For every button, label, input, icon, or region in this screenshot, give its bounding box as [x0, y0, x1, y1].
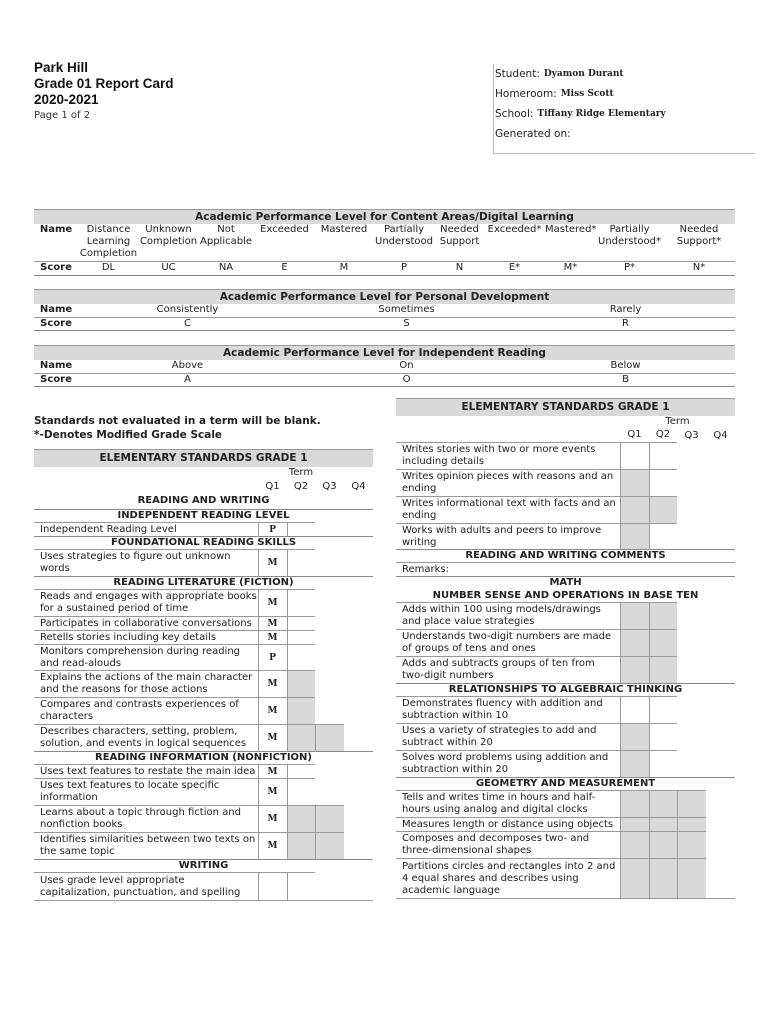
subsection-heading: WRITING — [34, 860, 373, 873]
quarter-header: Q3 — [322, 480, 337, 492]
name-label: Name — [39, 360, 73, 371]
score-cell: M — [258, 698, 287, 725]
student-label: Student: — [495, 68, 540, 80]
standard-description: Uses text features to locate specific information — [34, 779, 258, 806]
quarter-header: Q3 — [684, 429, 699, 441]
remarks-label: Remarks: — [396, 563, 735, 577]
score-label: Score — [34, 373, 78, 386]
quarter-header: Q2 — [655, 429, 671, 441]
subsection-heading: GEOMETRY AND MEASUREMENT — [396, 778, 735, 791]
score-cell: M — [258, 765, 287, 779]
level-score: N* — [663, 261, 735, 275]
standard-description: Independent Reading Level — [34, 523, 258, 537]
standard-description: Compares and contrasts experiences of characters — [34, 698, 258, 725]
standard-description: Uses strategies to figure out unknown words — [34, 550, 258, 577]
standard-description: Uses a variety of strategies to add and subtract within 20 — [396, 724, 620, 751]
standard-description: Adds within 100 using models/drawings and place value strategies — [396, 603, 620, 630]
level-score: S — [297, 317, 516, 330]
report-header — [34, 60, 174, 121]
page-number: Page 1 of 2 — [34, 110, 91, 121]
standard-description: Explains the actions of the main character and the reasons for those actions — [34, 671, 258, 698]
generated-row — [494, 124, 755, 144]
score-cell: P — [258, 523, 287, 537]
level-name: Sometimes — [378, 304, 435, 315]
standard-description: Measures length or distance using objects — [396, 818, 620, 832]
student-row — [494, 64, 755, 84]
homeroom-row — [494, 84, 755, 104]
district-name: Park Hill — [34, 60, 89, 75]
standard-description: Uses grade level appropriate capitalization, punctuation, and spelling — [34, 873, 258, 901]
level-name: Unknown Completion — [139, 224, 198, 247]
quarter-header: Q4 — [351, 480, 366, 492]
score-cell: M — [258, 617, 287, 631]
student-name: Dyamon Durant — [543, 69, 624, 79]
standard-description: Reads and engages with appropriate books for a sustained period of time — [34, 590, 258, 617]
level-score: DL — [78, 261, 139, 275]
homeroom-label: Homeroom: — [495, 88, 557, 100]
level-score: E — [254, 261, 315, 275]
term-label: Term — [665, 416, 690, 427]
standards-table-right — [396, 398, 735, 899]
standard-description: Solves word problems using addition and subtraction within 20 — [396, 751, 620, 778]
level-score: C — [78, 317, 297, 330]
score-cell: M — [258, 779, 287, 806]
report-title: Grade 01 Report Card — [34, 76, 174, 91]
quarter-header: Q4 — [713, 429, 728, 441]
level-name: Rarely — [609, 304, 642, 315]
score-cell: M — [258, 725, 287, 752]
subsection-heading: READING INFORMATION (NONFICTION) — [34, 752, 373, 765]
subsection-heading: FOUNDATIONAL READING SKILLS — [34, 537, 373, 550]
school-label: School: — [495, 108, 534, 120]
level-score: M — [315, 261, 373, 275]
standards-title: ELEMENTARY STANDARDS GRADE 1 — [34, 450, 373, 467]
legend-title: Academic Performance Level for Independent Reading — [34, 345, 735, 360]
subsection-heading: READING AND WRITING COMMENTS — [396, 550, 735, 563]
standard-description: Describes characters, setting, problem, solution, and events in logical sequences — [34, 725, 258, 752]
standard-description: Writes informational text with facts and an ending — [396, 497, 620, 524]
homeroom-name: Miss Scott — [560, 89, 614, 99]
standard-description: Learns about a topic through fiction and nonfiction books — [34, 806, 258, 833]
generated-label: Generated on: — [495, 128, 571, 140]
standards-title: ELEMENTARY STANDARDS GRADE 1 — [396, 399, 735, 416]
standard-description: Writes opinion pieces with reasons and an ending — [396, 470, 620, 497]
subsection-heading: READING LITERATURE (FICTION) — [34, 577, 373, 590]
level-name: Exceeded* — [487, 224, 542, 235]
standard-description: Tells and writes time in hours and half-hours using analog and digital clocks — [396, 791, 620, 818]
level-score: P — [373, 261, 435, 275]
level-score: A — [78, 373, 297, 386]
note-modified-scale: *-Denotes Modified Grade Scale — [34, 429, 223, 441]
standard-description: Writes stories with two or more events including details — [396, 443, 620, 470]
score-cell: M — [258, 833, 287, 860]
subsection-heading: INDEPENDENT READING LEVEL — [34, 510, 373, 523]
legend-title: Academic Performance Level for Content Areas/Digital Learning — [34, 209, 735, 224]
level-score: P* — [596, 261, 663, 275]
score-cell: M — [258, 671, 287, 698]
score-cell: M — [258, 631, 287, 645]
personal-development-legend — [34, 289, 735, 331]
level-score: B — [516, 373, 735, 386]
standard-description: Identifies similarities between two texts on the same topic — [34, 833, 258, 860]
section-heading: READING AND WRITING — [137, 495, 270, 507]
level-score: O — [297, 373, 516, 386]
standard-description: Works with adults and peers to improve writing — [396, 524, 620, 550]
standard-description: Uses text features to restate the main idea — [34, 765, 258, 779]
standard-description: Monitors comprehension during reading and read-alouds — [34, 645, 258, 671]
quarter-header: Q1 — [265, 480, 280, 492]
standard-description: Composes and decomposes two- and three-dimensional shapes — [396, 832, 620, 859]
standard-description: Participates in collaborative conversations — [34, 617, 258, 631]
score-cell: M — [258, 590, 287, 617]
student-info-box — [493, 64, 755, 154]
independent-reading-legend — [34, 345, 735, 387]
legend-title: Academic Performance Level for Personal Development — [34, 289, 735, 304]
level-name: Distance Learning Completion — [79, 224, 138, 259]
level-score: E* — [484, 261, 545, 275]
score-cell: M — [258, 806, 287, 833]
section-heading: MATH — [396, 577, 735, 590]
standards-table-left — [34, 449, 373, 901]
school-row — [494, 104, 755, 124]
level-score: NA — [198, 261, 254, 275]
score-cell: M — [258, 550, 287, 577]
level-name: Consistently — [156, 304, 219, 315]
content-areas-legend — [34, 209, 735, 276]
level-name: Exceeded — [260, 224, 309, 235]
level-score: N — [435, 261, 484, 275]
term-label: Term — [288, 467, 314, 478]
standard-description: Demonstrates fluency with addition and subtraction within 10 — [396, 697, 620, 724]
level-score: M* — [545, 261, 596, 275]
standard-description: Partitions circles and rectangles into 2 and 4 equal shares and describes using academic language — [396, 859, 620, 899]
level-name: Mastered — [320, 224, 368, 235]
standard-description: Adds and subtracts groups of ten from two-digit numbers — [396, 657, 620, 684]
name-label: Name — [39, 224, 73, 235]
grading-notes — [34, 414, 321, 442]
level-name: Not Applicable — [200, 224, 252, 247]
level-name: Needed Support — [439, 224, 480, 247]
school-year: 2020-2021 — [34, 92, 99, 107]
level-name: Below — [610, 360, 641, 371]
level-name: Mastered* — [545, 224, 597, 235]
score-cell: P — [258, 645, 287, 671]
level-score: UC — [139, 261, 198, 275]
quarter-header: Q1 — [627, 429, 642, 441]
score-label: Score — [34, 317, 78, 330]
subsection-heading: NUMBER SENSE AND OPERATIONS IN BASE TEN — [432, 589, 699, 601]
level-name: Partially Understood — [375, 224, 433, 247]
level-name: Above — [171, 360, 204, 371]
score-label: Score — [34, 261, 78, 275]
name-label: Name — [39, 304, 73, 315]
quarter-header: Q2 — [293, 480, 309, 492]
level-score: R — [516, 317, 735, 330]
subsection-heading: RELATIONSHIPS TO ALGEBRAIC THINKING — [396, 684, 735, 697]
level-name: On — [399, 360, 414, 371]
note-blank-terms: Standards not evaluated in a term will be blank. — [34, 415, 321, 427]
level-name: Needed Support* — [676, 224, 722, 247]
standard-description: Understands two-digit numbers are made of groups of tens and ones — [396, 630, 620, 657]
level-name: Partially Understood* — [598, 224, 661, 247]
school-name: Tiffany Ridge Elementary — [537, 109, 666, 119]
standard-description: Retells stories including key details — [34, 631, 258, 645]
